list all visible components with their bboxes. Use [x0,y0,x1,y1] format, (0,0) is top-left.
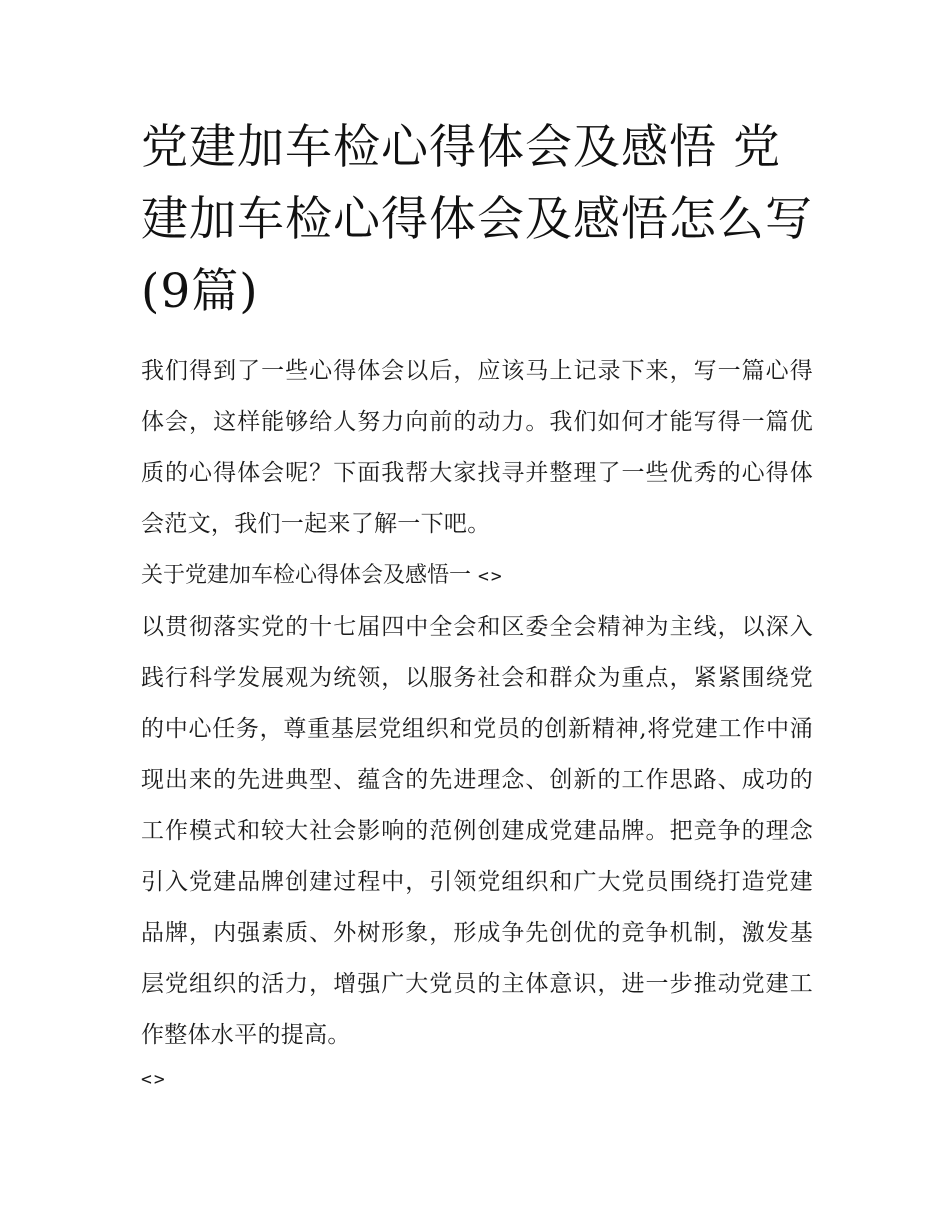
intro-paragraph: 我们得到了一些心得体会以后，应该马上记录下来，写一篇心得体会，这样能够给人努力向前的动力。我们如何才能写得一篇优质的心得体会呢？下面我帮大家找寻并整理了一些优秀的心得体会范文，我们一起来了解一下吧。 [141,358,813,537]
section-heading [141,550,813,602]
document-title: 党建加车检心得体会及感悟 党建加车检心得体会及感悟怎么写(9篇) [141,120,813,319]
document-page [141,112,813,1097]
end-placeholder-mark: <> [141,1069,167,1090]
section-placeholder-mark: <> [478,566,504,587]
body-paragraph: 以贯彻落实党的十七届四中全会和区委全会精神为主线，以深入践行科学发展观为统领，以服务社会和群众为重点，紧紧围绕党的中心任务，尊重基层党组织和党员的创新精神,将党建工作中涌现出来的先进典型、蕴含的先进理念、创新的工作思路、成功的工作模式和较大社会影响的范例创建成党建品牌。把竞争的理念引入党建品牌创建过程中，引领党组织和广大党员围绕打造党建品牌，内强素质、外树形象，形成争先创优的竞争机制，激发基层党组织的活力，增强广大党员的主体意识，进一步推动党建工作整体水平的提高。 [141,614,813,1048]
section-heading-text: 关于党建加车检心得体会及感悟一 [141,563,472,588]
